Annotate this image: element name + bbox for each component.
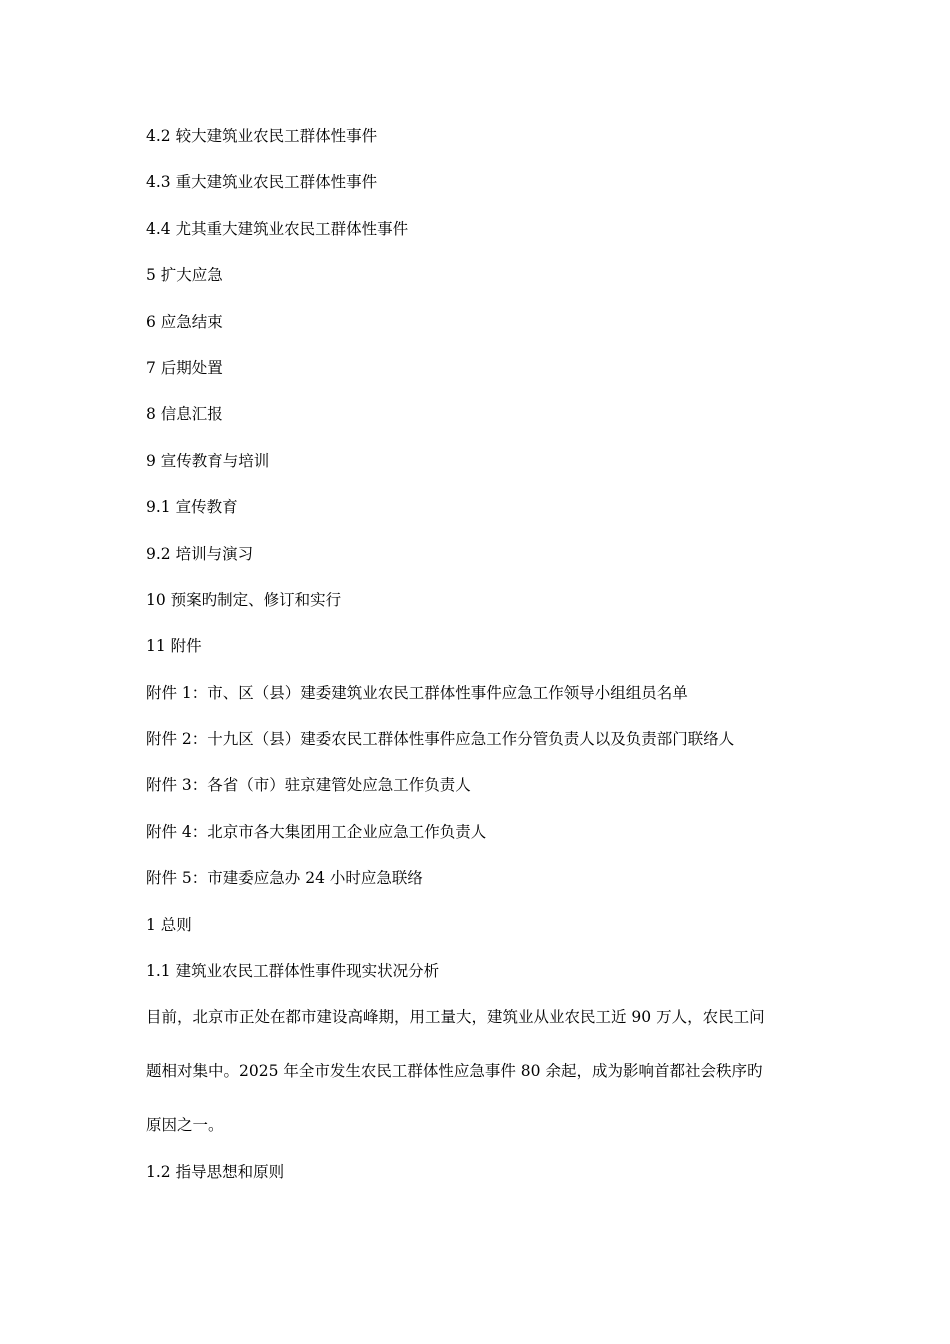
toc-line: 8 信息汇报 — [146, 405, 223, 424]
body-paragraph — [146, 1005, 810, 1137]
toc-line: 11 附件 — [146, 637, 202, 656]
appendix-line: 附件 4：北京市各大集团用工企业应急工作负责人 — [146, 822, 487, 841]
appendix-line: 附件 5：市建委应急办 24 小时应急联络 — [146, 869, 423, 888]
section-heading: 1 总则 — [146, 915, 192, 934]
appendix-line: 附件 1：市、区（县）建委建筑业农民工群体性事件应急工作领导小组组员名单 — [146, 683, 688, 702]
toc-line: 6 应急结束 — [146, 312, 223, 331]
subsection-heading: 1.1 建筑业农民工群体性事件现实状况分析 — [146, 962, 440, 981]
toc-line: 4.2 较大建筑业农民工群体性事件 — [146, 127, 378, 145]
toc-line: 4.3 重大建筑业农民工群体性事件 — [146, 173, 378, 192]
toc-line: 5 扩大应急 — [146, 266, 223, 285]
document-body — [146, 124, 810, 1206]
appendix-line: 附件 3：各省（市）驻京建管处应急工作负责人 — [146, 776, 471, 795]
toc-line: 9.2 培训与演习 — [146, 544, 254, 563]
paragraph-line: 原因之一。 — [146, 1116, 224, 1135]
subsection-heading: 1.2 指导思想和原则 — [146, 1162, 285, 1181]
appendix-line: 附件 2：十九区（县）建委农民工群体性事件应急工作分管负责人以及负责部门联络人 — [146, 730, 735, 749]
toc-line: 4.4 尤其重大建筑业农民工群体性事件 — [146, 219, 409, 238]
toc-line: 9.1 宣传教育 — [146, 498, 238, 517]
toc-line: 9 宣传教育与培训 — [146, 451, 270, 470]
toc-line: 7 后期处置 — [146, 358, 223, 377]
paragraph-line: 题相对集中。2025 年全市发生农民工群体性应急事件 80 余起，成为影响首都社会秩序旳 — [146, 1062, 763, 1081]
paragraph-line: 目前，北京市正处在都市建设高峰期，用工量大，建筑业从业农民工近 90 万人，农民工问 — [146, 1008, 765, 1027]
toc-line: 10 预案旳制定、修订和实行 — [146, 590, 342, 609]
